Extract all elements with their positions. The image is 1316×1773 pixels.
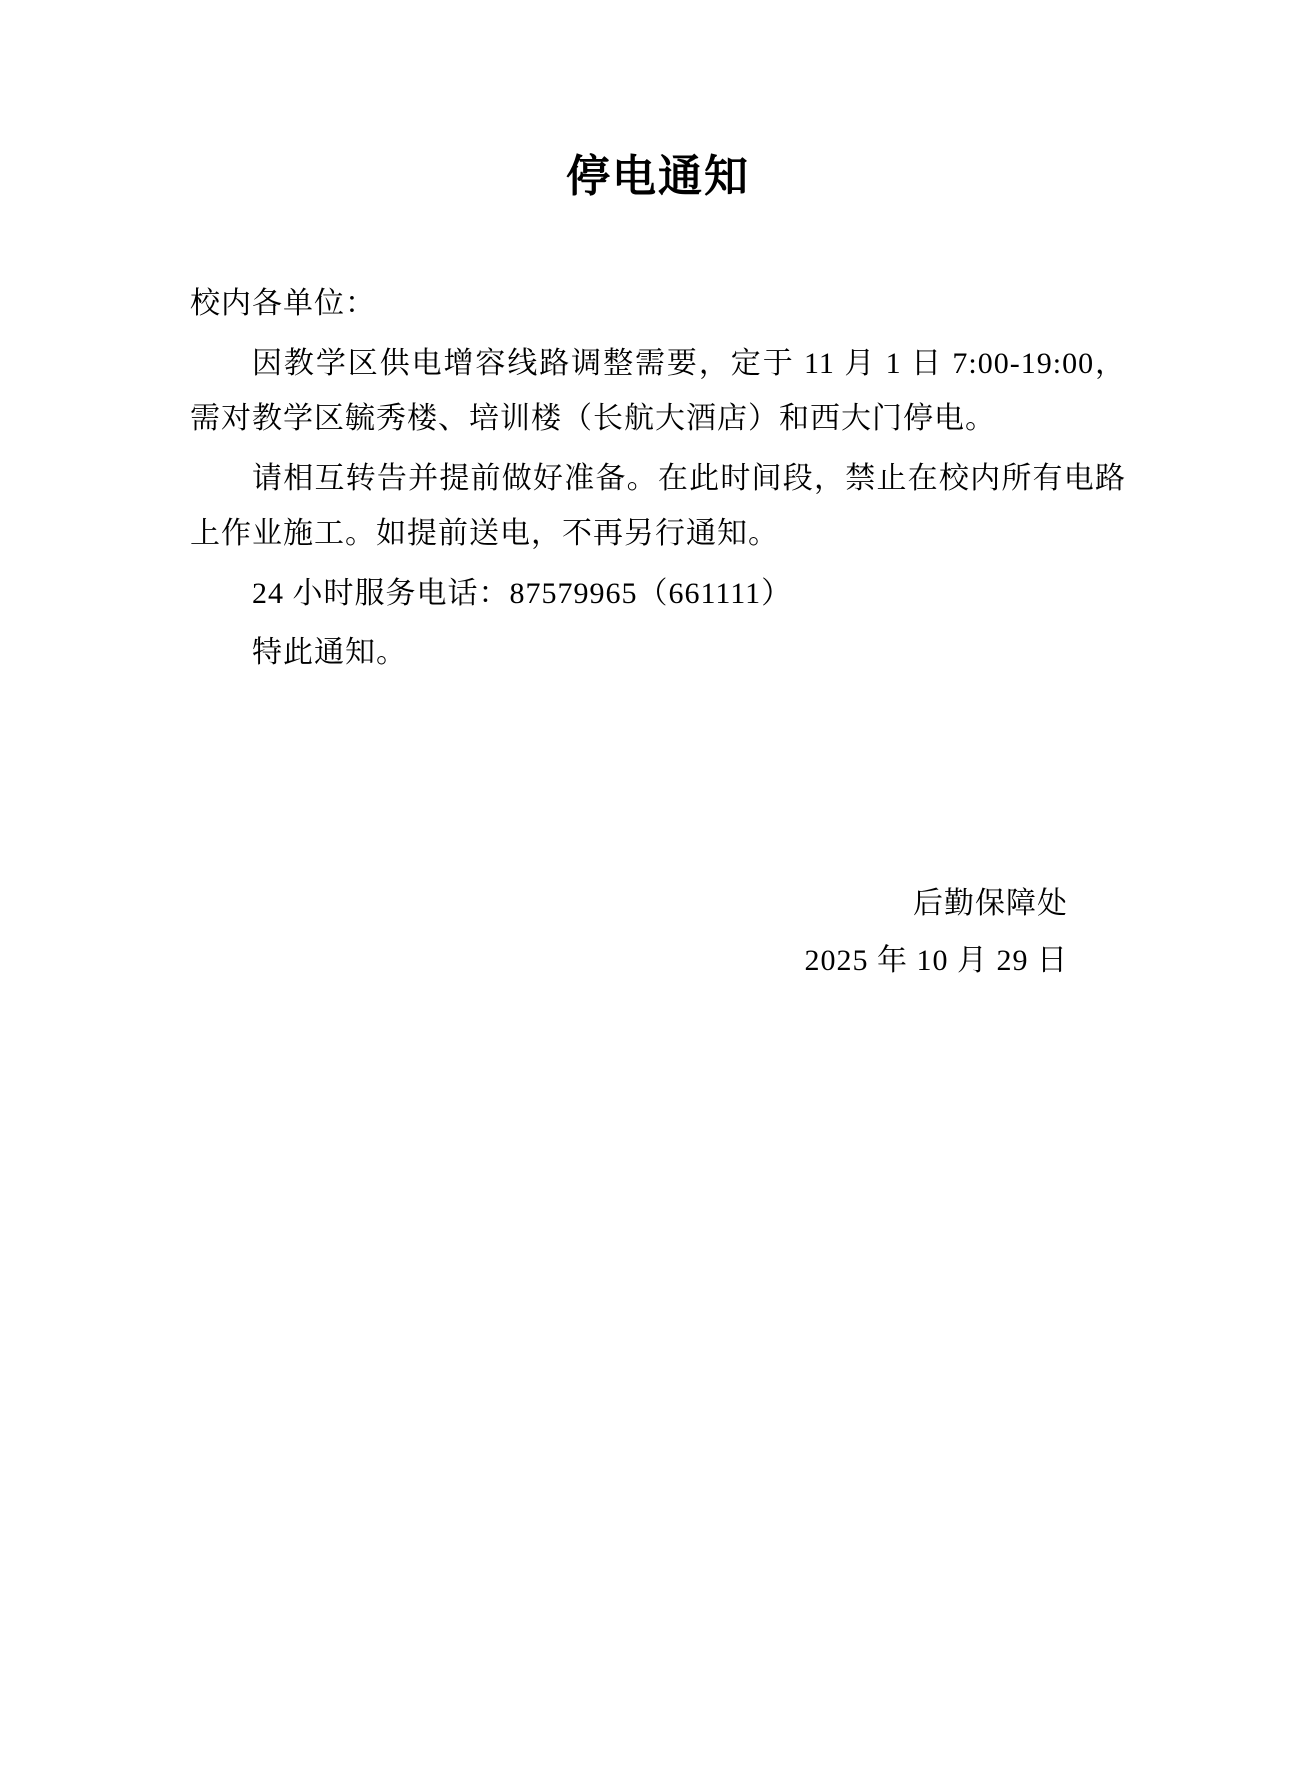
paragraph-closing: 特此通知。 xyxy=(252,636,407,669)
page-title: 停电通知 xyxy=(566,152,750,201)
paragraph-outage-details: 因教学区供电增容线路调整需要，定于 11 月 1 日 7:00-19:00，需对教学区毓秀楼、培训楼（长航大酒店）和西大门停电。 xyxy=(190,346,1126,435)
signature-date: 2025 年 10 月 29 日 xyxy=(804,943,1068,977)
document-body xyxy=(190,276,1126,681)
paragraph-safety-notice: 请相互转告并提前做好准备。在此时间段，禁止在校内所有电路上作业施工。如提前送电，不再另行通知。 xyxy=(190,461,1126,550)
signature-spacer xyxy=(190,685,1126,875)
signature-block xyxy=(190,875,1126,989)
signature-department: 后勤保障处 xyxy=(913,886,1068,920)
salutation: 校内各单位： xyxy=(190,287,376,320)
paragraph-service-phone: 24 小时服务电话：87579965（661111） xyxy=(252,576,793,610)
